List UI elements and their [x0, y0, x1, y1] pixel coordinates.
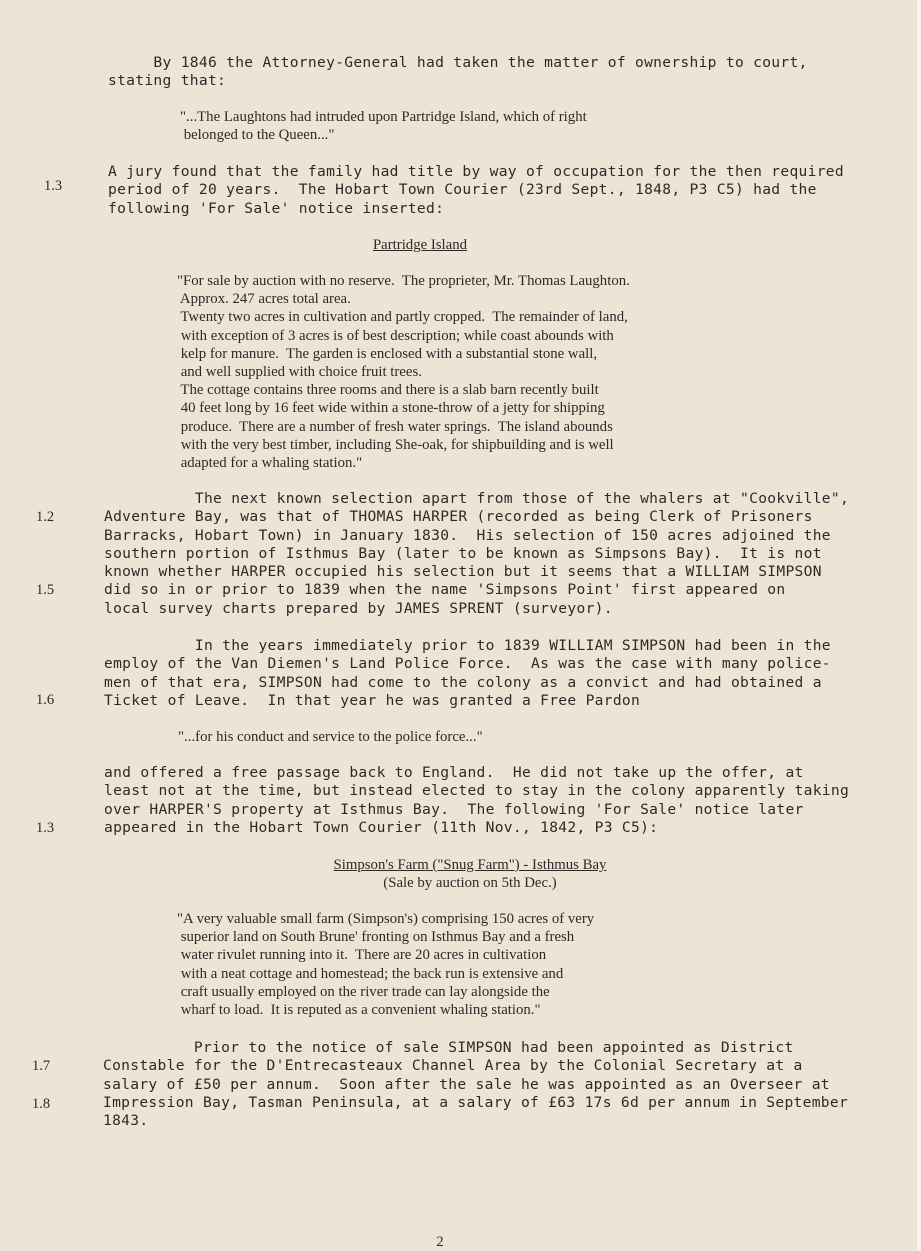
- notice-simpsons-farm: "A very valuable small farm (Simpson's) comprising 150 acres of very superior land on South Brune' fronting on Isthmus Bay and a fresh water rivulet running into it. There are 20 acres in cultivation with a neat cottage and homestead; the back run is extensive and craft usually employed on the river trade can lay alongside the wharf to load. It is reputed as a convenient whaling station.": [177, 911, 595, 1019]
- heading-simpsons-farm: Simpson's Farm ("Snug Farm") - Isthmus Bay: [333, 857, 607, 873]
- paragraph-district-constable: Prior to the notice of sale SIMPSON had been appointed as District Constable for the D'Entrecasteaux Channel Area by the Colonial Secretary at a salary of £50 per annum. Soon after the sale he was appointed as an Overseer at Impression Bay, Tasman Peninsula, at a salary of £63 17s 6d per annum in September 1843.: [103, 1039, 849, 1130]
- paragraph-jury-found: A jury found that the family had title by way of occupation for the then required period of 20 years. The Hobart Town Courier (23rd Sept., 1848, P3 C5) had the following 'For Sale' notice inserted:: [108, 163, 844, 217]
- margin-reference: 1.3: [36, 820, 55, 836]
- margin-reference: 1.6: [36, 692, 55, 708]
- margin-reference: 1.7: [32, 1058, 51, 1074]
- margin-reference: 1.3: [44, 178, 63, 194]
- page-number: 2: [436, 1234, 444, 1250]
- margin-reference: 1.8: [32, 1096, 51, 1112]
- paragraph-free-passage: and offered a free passage back to England. He did not take up the offer, at least not at the time, but instead elected to stay in the colony apparently taking over HARPER'S property at Isthmus Bay. The following 'For Sale' notice later appeared in the Hobart Town Courier (11th Nov., 1842, P3 C5):: [104, 764, 850, 836]
- paragraph-william-simpson: In the years immediately prior to 1839 WILLIAM SIMPSON had been in the employ of the Van Diemen's Land Police Force. As was the case with many police- men of that era, SIMPSON had come to the colony as a convict and had obtained a Ticket of Leave. In that year he was granted a Free Pardon: [104, 637, 831, 709]
- paragraph-thomas-harper: The next known selection apart from those of the whalers at "Cookville", Adventure Bay, was that of THOMAS HARPER (recorded as being Clerk of Prisoners Barracks, Hobart Town) in January 1830. His selection of 150 acres adjoined the southern portion of Isthmus Bay (later to be known as Simpsons Bay). It is not known whether HARPER occupied his selection but it seems that a WILLIAM SIMPSON did so in or prior to 1839 when the name 'Simpsons Point' first appeared on local survey charts prepared by JAMES SPRENT (surveyor).: [104, 490, 850, 617]
- quote-laughtons-intruded: "...The Laughtons had intruded upon Partridge Island, which of right belonged to the Queen...": [180, 109, 587, 144]
- heading-sale-date: (Sale by auction on 5th Dec.): [383, 875, 557, 891]
- notice-partridge-island: "For sale by auction with no reserve. The proprieter, Mr. Thomas Laughton. Approx. 247 acres total area. Twenty two acres in cultivation and partly cropped. The remainder of land, with exception of 3 acres is of best description; while coast abounds with kelp for manure. The garden is enclosed with a substantial stone wall, and well supplied with choice fruit trees. The cottage contains three rooms and there is a slab barn recently built 40 feet long by 16 feet wide within a stone-throw of a jetty for shipping produce. There are a number of fresh water springs. The island abounds with the very best timber, including She-oak, for shipbuilding and is well adapted for a whaling station.": [177, 273, 630, 472]
- margin-reference: 1.2: [36, 509, 55, 525]
- heading-partridge-island: Partridge Island: [372, 237, 468, 253]
- paragraph-attorney-general: By 1846 the Attorney-General had taken the matter of ownership to court, stating that:: [108, 54, 808, 90]
- margin-reference: 1.5: [36, 582, 55, 598]
- quote-police-force: "...for his conduct and service to the police force...": [178, 729, 483, 745]
